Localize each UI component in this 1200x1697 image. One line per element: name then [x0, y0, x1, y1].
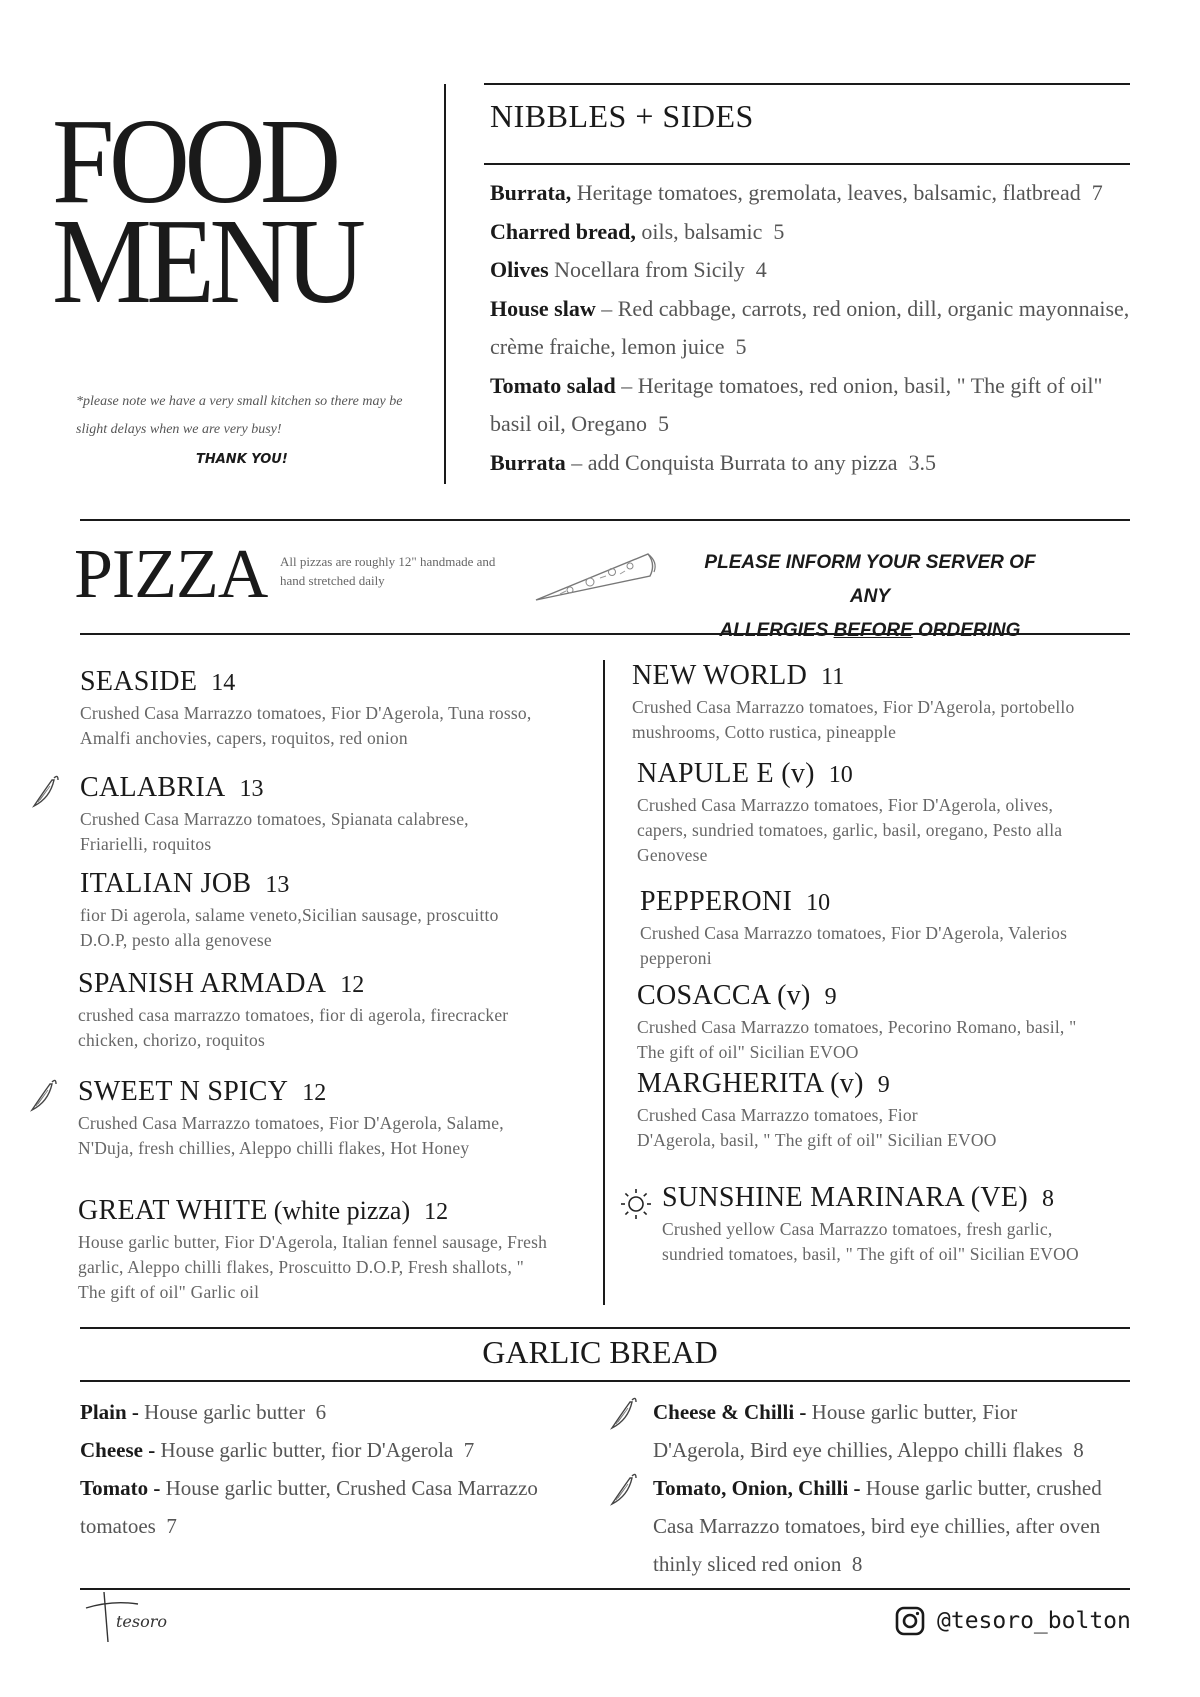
- garlic-name: Cheese & Chilli -: [653, 1400, 807, 1424]
- nibble-price: 7: [1091, 180, 1103, 205]
- pizza-item: [80, 870, 550, 953]
- pizza-name: GREAT WHITE: [78, 1195, 268, 1226]
- garlic-desc: House garlic butter, fior D'Agerola: [160, 1438, 454, 1462]
- pizza-header: [80, 668, 580, 697]
- nibble-price: 5: [773, 218, 785, 244]
- pizza-item: [80, 774, 480, 857]
- garlic-item: [80, 1393, 550, 1431]
- pizza-description: Crushed Casa Marrazzo tomatoes, Fior D'Agerola, Tuna rosso, Amalfi anchovies, capers, roquitos, red onion: [80, 703, 532, 748]
- footer-rule: [80, 1588, 1130, 1590]
- nibble-price: 4: [755, 257, 767, 282]
- pizza-item: [637, 982, 1097, 1065]
- pizza-item: [637, 760, 1097, 868]
- pizza-price: 12: [302, 1080, 327, 1106]
- garlic-price: 6: [315, 1400, 327, 1424]
- instagram-icon: [895, 1606, 925, 1636]
- pizza-description: Crushed yellow Casa Marrazzo tomatoes, fresh garlic, sundried tomatoes, basil, " The gift of oil" Sicilian EVOO: [662, 1219, 1079, 1264]
- allergy-notice: [690, 546, 1050, 648]
- pizza-header: [662, 1184, 1112, 1213]
- pizza-item: [78, 1078, 558, 1161]
- pizza-item: [640, 888, 1100, 971]
- garlic-desc: House garlic butter, crushed Casa Marrazzo tomatoes, bird eye chillies, after oven thinly sliced red onion: [653, 1476, 1102, 1576]
- pizza-name: CALABRIA: [80, 772, 226, 803]
- pizza-slice-icon: [530, 542, 660, 612]
- pizza-price: 13: [239, 776, 264, 802]
- garlic-item: [80, 1431, 550, 1469]
- pizza-item: [637, 1070, 997, 1153]
- chilli-icon: [28, 772, 62, 812]
- nibble-name: Tomato salad: [490, 372, 616, 398]
- garlic-name: Plain -: [80, 1400, 139, 1424]
- pizza-header: [632, 662, 1092, 691]
- pizza-price: 9: [877, 1072, 890, 1098]
- pizza-name: NEW WORLD: [632, 660, 808, 691]
- pizza-item: [78, 1196, 548, 1305]
- garlic-desc: House garlic butter: [144, 1400, 306, 1424]
- nibble-price: 5: [658, 411, 670, 436]
- garlic-bread-title: GARLIC BREAD: [482, 1334, 718, 1370]
- pizza-name: SEASIDE: [80, 666, 198, 697]
- garlic-name: Tomato -: [80, 1476, 161, 1500]
- pizza-item: [78, 970, 568, 1053]
- pizza-price: 14: [211, 670, 236, 696]
- chilli-icon: [606, 1394, 640, 1434]
- nibbles-title: NIBBLES + SIDES: [490, 98, 754, 134]
- garlic-price: 8: [1073, 1438, 1084, 1462]
- pizza-header: [78, 970, 568, 999]
- pizza-description: fior Di agerola, salame veneto,Sicilian sausage, proscuitto D.O.P, pesto alla genovese: [80, 905, 499, 950]
- nibble-desc: – Red cabbage, carrots, red onion, dill, organic mayonnaise, crème fraiche, lemon juice: [490, 295, 1130, 359]
- garlic-name: Tomato, Onion, Chilli -: [653, 1476, 861, 1500]
- pizza-price: 10: [806, 890, 831, 916]
- garlic-list-right: [653, 1393, 1113, 1583]
- chilli-icon: [606, 1470, 640, 1510]
- kitchen-note: *please note we have a very small kitchen so there may be slight delays when we are very busy!: [76, 394, 403, 437]
- pizza-header: [637, 760, 1097, 789]
- garlic-top-rule: [80, 1327, 1130, 1329]
- garlic-desc: House garlic butter, Fior D'Agerola, Bird eye chillies, Aleppo chilli flakes: [653, 1400, 1063, 1462]
- pizza-price: 12: [424, 1199, 449, 1225]
- pizza-price: 12: [340, 972, 365, 998]
- allergy-word-before: BEFORE: [833, 620, 913, 641]
- thank-you-text: THANK YOU!: [196, 452, 288, 467]
- nibble-item: [490, 213, 1140, 252]
- pizza-description: Crushed Casa Marrazzo tomatoes, Fior D'Agerola, portobello mushrooms, Cotto rustica, pineapple: [632, 697, 1075, 742]
- food-menu-title: [52, 94, 383, 330]
- pizza-item: [632, 662, 1092, 745]
- pizza-note: All pizzas are roughly 12" handmade and hand stretched daily: [280, 554, 496, 588]
- pizza-header: [80, 774, 480, 803]
- pizza-price: 11: [821, 664, 845, 690]
- nibbles-list: [490, 174, 1140, 482]
- pizza-column-divider: [603, 660, 605, 1305]
- pizza-description: Crushed Casa Marrazzo tomatoes, Fior D'Agerola, Salame, N'Duja, fresh chillies, Aleppo chilli flakes, Hot Honey: [78, 1113, 504, 1158]
- pizza-description: Crushed Casa Marrazzo tomatoes, Fior D'Agerola, basil, " The gift of oil" Sicilian EVOO: [637, 1105, 997, 1150]
- pizza-name: NAPULE E (v): [637, 758, 815, 789]
- pizza-price: 8: [1041, 1186, 1054, 1212]
- nibble-item: [490, 290, 1140, 367]
- nibbles-title-rule: [484, 163, 1130, 165]
- garlic-item: [80, 1469, 550, 1545]
- pizza-header: [637, 1070, 997, 1099]
- pizza-description: Crushed Casa Marrazzo tomatoes, Pecorino Romano, basil, " The gift of oil" Sicilian EVOO: [637, 1017, 1077, 1062]
- title-line-menu: MENU: [52, 194, 361, 330]
- nibble-item: [490, 444, 1140, 483]
- pizza-name: MARGHERITA (v): [637, 1068, 864, 1099]
- sun-icon: [618, 1186, 654, 1222]
- pizza-header: [78, 1078, 558, 1107]
- pizza-name: ITALIAN JOB: [80, 868, 252, 899]
- nibble-desc: oils, balsamic: [641, 218, 763, 244]
- pizza-header: [78, 1196, 548, 1226]
- nibble-desc: Nocellara from Sicily: [554, 257, 745, 282]
- instagram-handle-text: @tesoro_bolton: [937, 1608, 1131, 1634]
- pizza-price: 10: [828, 762, 853, 788]
- allergy-word-ordering: ORDERING: [918, 620, 1021, 641]
- garlic-item: [653, 1393, 1113, 1469]
- garlic-name: Cheese -: [80, 1438, 156, 1462]
- pizza-description: House garlic butter, Fior D'Agerola, Italian fennel sausage, Fresh garlic, Aleppo chilli flakes, Proscuitto D.O.P, Fresh shallots, " The gift of oil" Garlic oil: [78, 1232, 548, 1302]
- nibble-item: [490, 174, 1140, 213]
- nibble-desc: Heritage tomatoes, gremolata, leaves, balsamic, flatbread: [576, 180, 1081, 205]
- pizza-price: 9: [824, 984, 837, 1010]
- pizza-description: Crushed Casa Marrazzo tomatoes, Fior D'Agerola, Valerios pepperoni: [640, 923, 1068, 968]
- pizza-name: SWEET N SPICY: [78, 1076, 289, 1107]
- pizza-description: crushed casa marrazzo tomatoes, fior di agerola, firecracker chicken, chorizo, roquitos: [78, 1005, 509, 1050]
- pizza-name: COSACCA (v): [637, 980, 811, 1011]
- pizza-description: Crushed Casa Marrazzo tomatoes, Spianata calabrese, Friarielli, roquitos: [80, 809, 469, 854]
- header-vertical-divider: [444, 84, 446, 484]
- pizza-price: 13: [265, 872, 290, 898]
- nibble-desc: – Heritage tomatoes, red onion, basil, " The gift of oil" basil oil, Oregano: [490, 372, 1103, 436]
- pizza-header: [80, 870, 550, 899]
- pizza-top-rule: [80, 519, 1130, 521]
- tesoro-signature-logo: [88, 1600, 168, 1631]
- pizza-title: PIZZA: [74, 536, 268, 613]
- chilli-icon: [26, 1076, 60, 1116]
- nibble-name: Charred bread,: [490, 218, 636, 244]
- garlic-price: 7: [166, 1514, 177, 1538]
- garlic-price: 7: [463, 1438, 475, 1462]
- pizza-item: [662, 1184, 1112, 1267]
- garlic-item: [653, 1469, 1113, 1583]
- nibble-name: Olives: [490, 257, 549, 282]
- garlic-title-rule: [80, 1380, 1130, 1382]
- nibble-price: 5: [735, 334, 747, 359]
- garlic-list-left: [80, 1393, 550, 1545]
- nibble-name: Burrata: [490, 449, 566, 475]
- allergy-line-2: [690, 614, 1050, 648]
- nibble-desc: – add Conquista Burrata to any pizza: [571, 449, 898, 475]
- pizza-description: Crushed Casa Marrazzo tomatoes, Fior D'Agerola, olives, capers, sundried tomatoes, garlic, basil, oregano, Pesto alla Genovese: [637, 795, 1063, 865]
- pizza-name: SPANISH ARMADA: [78, 968, 327, 999]
- nibbles-top-rule: [484, 83, 1130, 85]
- nibble-item: [490, 251, 1140, 290]
- pizza-item: [80, 668, 580, 751]
- instagram-handle[interactable]: [895, 1606, 1131, 1636]
- pizza-name-suffix: (white pizza): [273, 1196, 411, 1225]
- nibble-item: [490, 367, 1140, 444]
- nibble-price: 3.5: [908, 449, 937, 475]
- pizza-name: PEPPERONI: [640, 886, 793, 917]
- title-line-food: FOOD: [52, 94, 336, 229]
- pizza-name: SUNSHINE MARINARA (VE): [662, 1182, 1028, 1213]
- allergy-line-1: PLEASE INFORM YOUR SERVER OF ANY: [704, 552, 1036, 607]
- garlic-price: 8: [851, 1552, 863, 1576]
- pizza-header: [640, 888, 1100, 917]
- garlic-desc: House garlic butter, Crushed Casa Marrazzo tomatoes: [80, 1476, 538, 1538]
- nibble-name: House slaw: [490, 295, 596, 321]
- pizza-header: [637, 982, 1097, 1011]
- allergy-word-allergies: ALLERGIES: [719, 620, 829, 641]
- nibble-name: Burrata,: [490, 180, 572, 205]
- signature-text: tesoro: [116, 1612, 168, 1631]
